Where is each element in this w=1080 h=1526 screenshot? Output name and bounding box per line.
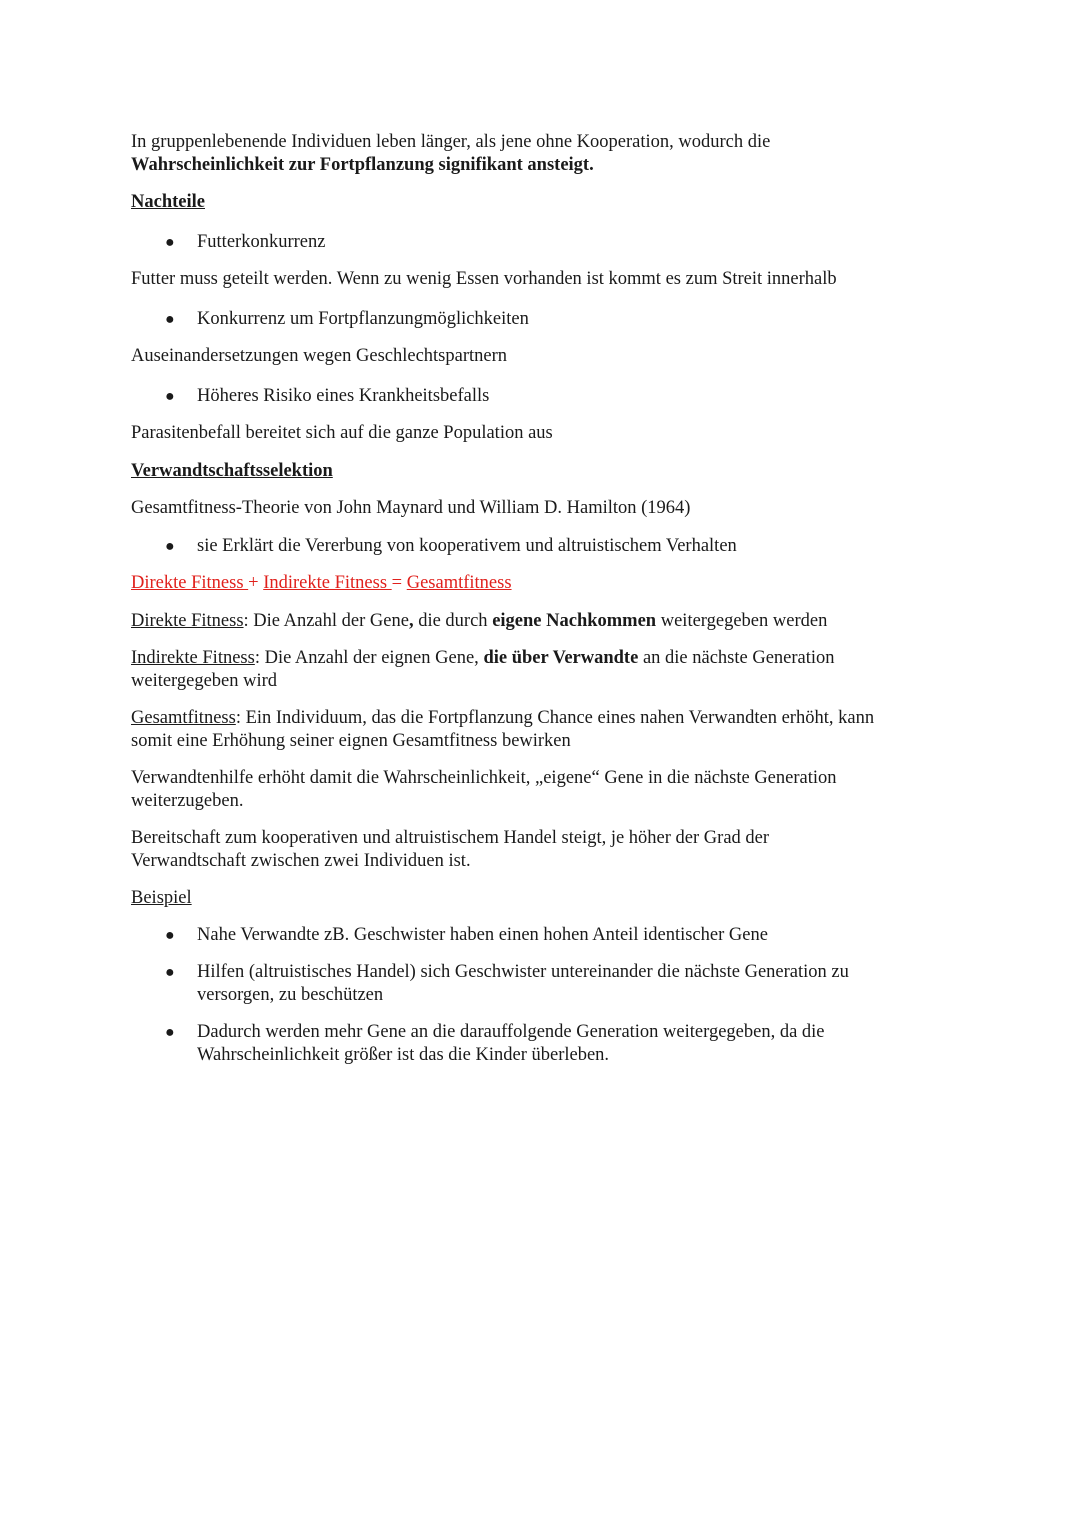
direkte-fitness-text-1: : Die Anzahl der Gene: [243, 611, 409, 631]
direkte-fitness-bold: eigene Nachkommen: [492, 611, 657, 631]
theory-text: Gesamtfitness-Theorie von John Maynard und William D. Hamilton (1964): [131, 498, 691, 518]
direkte-fitness-definition: [131, 610, 951, 633]
intro-line-1: In gruppenlebenende Individuen leben länger, als jene ohne Kooperation, wodurch die: [131, 132, 771, 152]
beispiel-heading: Beispiel: [131, 888, 192, 908]
document-page: [131, 131, 951, 1067]
verwandtenhilfe-line-1: Verwandtenhilfe erhöht damit die Wahrscheinlichkeit, „eigene“ Gene in die nächste Generation: [131, 768, 837, 788]
gesamtfitness-term: Gesamtfitness: [131, 708, 236, 728]
nachteile-bullet-2: [131, 308, 951, 331]
direkte-fitness-comma: ,: [408, 611, 414, 631]
indirekte-fitness-term: Indirekte Fitness: [131, 648, 255, 668]
theory-bullet-text: sie Erklärt die Vererbung von kooperativem und altruistischem Verhalten: [197, 536, 737, 556]
beispiel-bullet-3-line-2: Wahrscheinlichkeit größer ist das die Kinder überleben.: [197, 1045, 610, 1065]
indirekte-fitness-definition: [131, 647, 951, 693]
formula-indirekte-fitness: Indirekte Fitness: [263, 573, 392, 593]
direkte-fitness-text-3: weitergegeben werden: [656, 611, 828, 631]
beispiel-bullet-3: [131, 1021, 951, 1067]
nachteile-text-1: Futter muss geteilt werden. Wenn zu wenig Essen vorhanden ist kommt es zum Streit innerhalb: [131, 269, 837, 289]
bullet-dot-icon: ●: [165, 1024, 175, 1041]
direkte-fitness-text-2: die durch: [413, 611, 493, 631]
intro-paragraph: [131, 131, 951, 177]
bereitschaft-line-2: Verwandtschaft zwischen zwei Individuen ist.: [131, 851, 471, 871]
indirekte-fitness-text-2: an die nächste Generation: [638, 648, 835, 668]
bullet-dot-icon: ●: [165, 234, 175, 251]
intro-line-2: Wahrscheinlichkeit zur Fortpflanzung signifikant ansteigt.: [131, 155, 594, 175]
beispiel-bullet-2-line-1: Hilfen (altruistisches Handel) sich Geschwister untereinander die nächste Generation zu: [197, 962, 849, 982]
nachteile-text-2: Auseinandersetzungen wegen Geschlechtspartnern: [131, 346, 508, 366]
bereitschaft-line-1: Bereitschaft zum kooperativen und altruistischem Handel steigt, je höher der Grad der: [131, 828, 770, 848]
bullet-dot-icon: ●: [165, 927, 175, 944]
beispiel-bullet-1-text: Nahe Verwandte zB. Geschwister haben einen hohen Anteil identischer Gene: [197, 925, 768, 945]
indirekte-fitness-text-1: : Die Anzahl der eignen Gene,: [254, 648, 484, 668]
bereitschaft-paragraph: [131, 827, 951, 873]
formula-plus: +: [248, 573, 264, 593]
direkte-fitness-term: Direkte Fitness: [131, 611, 244, 631]
indirekte-fitness-line-2: weitergegeben wird: [131, 671, 278, 691]
bullet-dot-icon: ●: [165, 964, 175, 981]
beispiel-bullet-3-line-1: Dadurch werden mehr Gene an die darauffolgende Generation weitergegeben, da die: [197, 1022, 825, 1042]
bullet-dot-icon: ●: [165, 388, 175, 405]
nachteile-bullet-1-text: Futterkonkurrenz: [197, 232, 326, 252]
nachteile-bullet-3-text: Höheres Risiko eines Krankheitsbefalls: [197, 386, 490, 406]
nachteile-text-3: Parasitenbefall bereitet sich auf die ganze Population aus: [131, 423, 553, 443]
gesamtfitness-definition: [131, 707, 951, 753]
theory-bullet: [131, 535, 951, 558]
fitness-formula: [131, 572, 951, 595]
verwandtenhilfe-line-2: weiterzugeben.: [131, 791, 244, 811]
nachteile-heading: Nachteile: [131, 192, 205, 212]
formula-direkte-fitness: Direkte Fitness: [131, 573, 249, 593]
formula-equals: =: [391, 573, 407, 593]
gesamtfitness-text-1: : Ein Individuum, das die Fortpflanzung Chance eines nahen Verwandten erhöht, kann: [235, 708, 875, 728]
bullet-dot-icon: ●: [165, 538, 175, 555]
nachteile-bullet-3: [131, 385, 951, 408]
formula-gesamtfitness: Gesamtfitness: [406, 573, 512, 593]
beispiel-bullet-2: [131, 961, 951, 1007]
verwandtenhilfe-paragraph: [131, 767, 951, 813]
beispiel-bullet-2-line-2: versorgen, zu beschützen: [197, 985, 384, 1005]
nachteile-bullet-1: [131, 231, 951, 254]
nachteile-bullet-2-text: Konkurrenz um Fortpflanzungmöglichkeiten: [197, 309, 529, 329]
gesamtfitness-line-2: somit eine Erhöhung seiner eignen Gesamtfitness bewirken: [131, 731, 571, 751]
verwandtschaft-heading: Verwandtschaftsselektion: [131, 461, 333, 481]
beispiel-bullet-1: [131, 924, 951, 947]
indirekte-fitness-bold: die über Verwandte: [483, 648, 639, 668]
bullet-dot-icon: ●: [165, 311, 175, 328]
